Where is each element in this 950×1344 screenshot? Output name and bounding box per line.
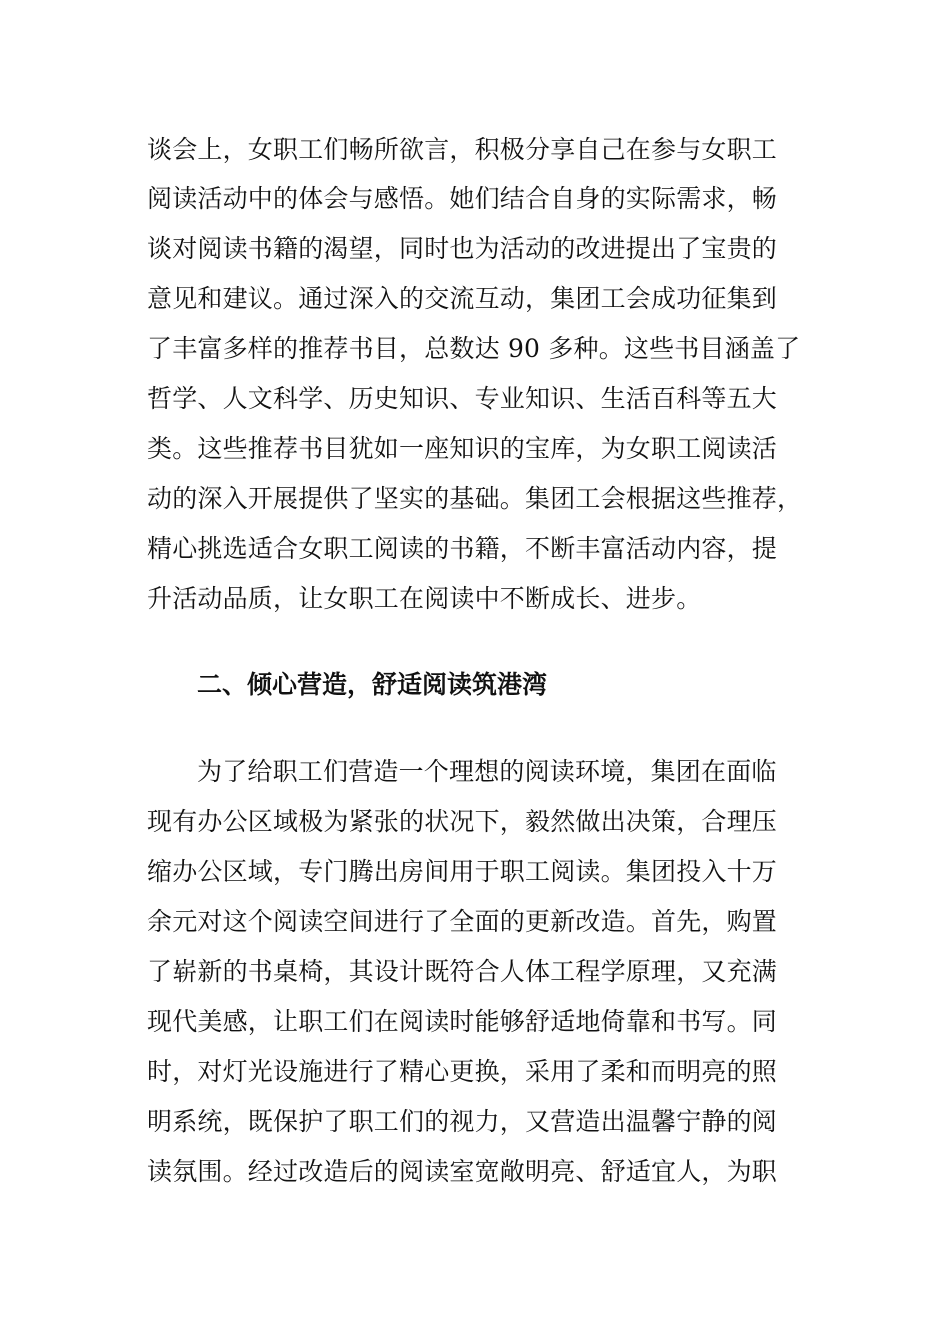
paragraph-2-line-1: 为了给职工们营造一个理想的阅读环境，集团在面临 [197, 757, 777, 786]
paragraph-2-line-3: 缩办公区域，专门腾出房间用于职工阅读。集团投入十万 [147, 857, 778, 886]
paragraph-2-line-6: 现代美感，让职工们在阅读时能够舒适地倚靠和书写。同 [147, 1007, 778, 1036]
paragraph-2-line-5: 了崭新的书桌椅，其设计既符合人体工程学原理，又充满 [147, 957, 778, 986]
paragraph-2-line-4: 余元对这个阅读空间进行了全面的更新改造。首先，购置 [147, 907, 778, 936]
paragraph-1-line-1: 谈会上，女职工们畅所欲言，积极分享自己在参与女职工 [147, 135, 778, 164]
paragraph-1-line-9: 精心挑选适合女职工阅读的书籍，不断丰富活动内容，提 [147, 534, 778, 563]
paragraph-2-line-2: 现有办公区域极为紧张的状况下，毅然做出决策，合理压 [147, 807, 778, 836]
paragraph-1-line-10: 升活动品质，让女职工在阅读中不断成长、进步。 [147, 584, 702, 613]
paragraph-1-line-7: 类。这些推荐书目犹如一座知识的宝库，为女职工阅读活 [147, 434, 778, 463]
section-heading: 二、倾心营造，舒适阅读筑港湾 [197, 670, 548, 699]
paragraph-1-line-5: 了丰富多样的推荐书目，总数达 90 多种。这些书目涵盖了 [147, 334, 801, 363]
paragraph-1-line-2: 阅读活动中的体会与感悟。她们结合自身的实际需求，畅 [147, 184, 778, 213]
paragraph-2-line-9: 读氛围。经过改造后的阅读室宽敞明亮、舒适宜人，为职 [147, 1157, 778, 1186]
paragraph-2-line-7: 时，对灯光设施进行了精心更换，采用了柔和而明亮的照 [147, 1057, 778, 1086]
paragraph-1-line-3: 谈对阅读书籍的渴望，同时也为活动的改进提出了宝贵的 [147, 234, 778, 263]
paragraph-1-line-4: 意见和建议。通过深入的交流互动，集团工会成功征集到 [147, 284, 778, 313]
paragraph-1-line-6: 哲学、人文科学、历史知识、专业知识、生活百科等五大 [147, 384, 778, 413]
paragraph-1-line-8: 动的深入开展提供了坚实的基础。集团工会根据这些推荐， [147, 484, 803, 513]
paragraph-2-line-8: 明系统，既保护了职工们的视力，又营造出温馨宁静的阅 [147, 1107, 778, 1136]
